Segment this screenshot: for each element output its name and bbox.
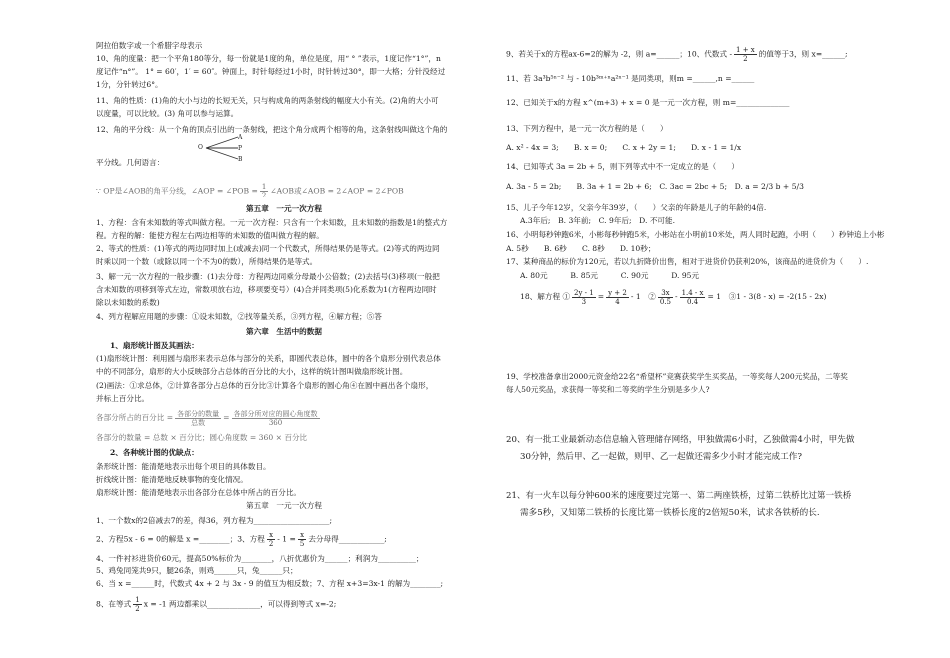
question-21-cont: 需多5秒，又知第二铁桥的长度比第一铁桥长度的2倍短50米，试求各铁桥的长. [520,508,820,518]
question-15: 15、儿子今年12岁，父亲今年39岁，（ ）父亲的年龄是儿子的年龄的4倍. [506,203,767,212]
text-line: 时乘以同一个数（或除以同一个不为0的数），所得结果仍是等式。 [96,257,318,266]
question-1: 1、一个数x的2倍减去7的差，得36，列方程为____________________; [96,516,333,525]
figure-label-p: P [238,145,243,152]
text-line: 折线统计图：能清楚地反映事物的变化情况。 [96,475,248,484]
chapter-title: 第六章 生活中的数据 [246,327,322,336]
text-line: 12、角的平分线：从一个角的顶点引出的一条射线，把这个角分成两个相等的角，这条射线叫做这个角的 [96,125,448,134]
bisector-formula: ∵ OP是∠AOB的角平分线，∠AOP = ∠POB = $\frac{1}{2}$ ∠AOB或∠AOB = 2∠AOP = 2∠POB [96,183,404,197]
question-19-cont: 每人50元奖品，求获得一等奖和二等奖的学生分别是多少人? [506,385,710,394]
text-line: 扇形统计图：能清楚地表示出各部分在总体中所占的百分比。 [96,488,302,497]
text-line: 1、方程：含有未知数的等式叫做方程。一元一次方程：只含有一个未知数，且未知数的指数是1的整式方 [96,218,448,227]
question-16-options: A. 5秒 B. 6秒 C. 8秒 D. 10秒； [506,244,656,253]
question-13-options: A. x² - 4x = 3; B. x = 0; C. x + 2y = 1; D. x - 1 = 1/x [506,143,742,152]
text-line: 4、列方程解应用题的步骤：①设未知数，②找等量关系，③列方程，④解方程；⑤答 [96,312,382,321]
question-6-7: 6、当 x =______时，代数式 4x + 2 与 3x - 9 的值互为相反数；7、方程 x+3=3x-1 的解为________; [96,579,444,588]
question-16: 16、小明每秒钟跑6米，小彬每秒钟跑5米，小彬站在小明前10米处，两人同时起跑，小明（ ）秒钟追上小彬 [506,230,885,239]
percentage-formula: 各部分所占的百分比 = $\frac{\text{各部分的数量}}{\text{总数}}$ = $\frac{\text{各部分所对应的圆心角度数}}{360}$ [96,409,318,427]
text-line: (1)扇形统计图：利用圆与扇形来表示总体与部分的关系，即圆代表总体，圆中的各个扇形分别代表总体 [96,354,441,363]
text-line: 除以未知数的系数) [96,298,160,307]
text-line: 平分线。几何语言： [96,158,165,167]
figure-label-o: O [198,144,203,151]
question-9-10: 9、若关于x的方程ax-6=2的解为 -2，则 a=______；10、代数式 - $\frac{1 + x}{2}$ 的值等于3，则 x=______; [506,46,848,62]
question-17: 17、某种商品的标价为120元，若以九折降价出售，相对于进货价仍获利20%，该商品的进货价为（ ）. [506,257,869,266]
text-line: 11、角的性质：(1)角的大小与边的长短无关，只与构成角的两条射线的幅度大小有关。(2)角的大小可 [96,96,439,105]
text-line: 阿拉伯数字或一个希腊字母表示 [96,41,203,50]
text-line: 含未知数的项移到等式左边，常数项放右边，移项要变号）(4)合并同类项(5)化系数为1(方程两边同时 [96,285,437,294]
question-4: 4、一件衬衫进货价60元，提高50%标价为________，八折优惠价为______；利润为__________； [96,554,424,563]
question-14-options: A. 3a - 5 = 2b; B. 3a + 1 = 2b + 6; C. 3ac = 2bc + 5; D. a = 2/3 b + 5/3 [506,182,804,191]
question-11: 11、若 3a³b⁵ⁿ⁻² 与 - 10b³ᵐ⁺ⁿa²ⁿ⁻¹ 是同类项，则m =______,n =______ [506,74,755,83]
figure-label-a: A [238,134,243,141]
text-line: 度记作“n°”。 1° = 60′，1′ = 60″。钟面上，时针每经过1小时，时针转过30°，即一大格；分针没经过 [96,67,446,76]
question-17-options: A. 80元 B. 85元 C. 90元 D. 95元 [520,271,700,280]
text-line: 3、解一元一次方程的一般步骤：(1)去分母：方程两边同乘分母最小公倍数；(2)去括号(3)移项(一般把 [96,272,440,281]
question-20-cont: 30分钟，然后甲、乙一起做，则甲、乙一起做还需多少小时才能完成工作? [520,452,802,462]
question-8: 8、在等式 $\frac{1}{2}$ x = -1 两边都乘以______________，可以得到等式 x=-2; [96,596,337,612]
question-5: 5、鸡兔同笼共9只，腿26条，则鸡______只，兔______只； [96,566,298,575]
text-line: 并标上百分比。 [96,394,150,403]
question-18: 18、解方程 ① $\frac{2y - 1}{3}$ = $\frac{y + 2}{4}$ - 1 ② $\frac{3x}{0.5}$ - $\frac{1.4 - x}{0.4}$ = 1 ③1 - 3(8 - x) = -2(15 - 2x) [520,288,827,306]
question-12: 12、已知关于x的方程 x^(m+3) + x = 0 是一元一次方程，则 m=______________ [506,98,790,107]
text-line: 2、等式的性质：(1)等式的两边同时加上(或减去)同一个代数式，所得结果仍是等式。(2)等式的两边同 [96,244,440,253]
text-line: 以度量，可以比较。(3) 角可以参与运算。 [96,109,239,118]
question-19: 19、学校准备拿出2000元资金给22名“希望杯”竞赛获奖学生买奖品，一等奖每人200元奖品，二等奖 [506,372,848,381]
question-2-3: 2、方程5x - 6 = 0的解是 x =________；3、方程 $\frac{x}{2}$ - 1 = $\frac{x}{5}$ 去分母得____________; [96,531,387,547]
text-line: 10、角的度量：把一个平角180等分，每一份就是1度的角，单位是度，用“ ° ”表示，1度记作“1°”，n [96,54,441,63]
text-line: 程。方程的解：能使方程左右两边相等的未知数的值叫做方程的解。 [96,231,324,240]
text-line: 条形统计图：能清楚地表示出每个项目的具体数目。 [96,462,271,471]
question-13: 13、下列方程中，是一元一次方程的是（ ） [506,124,668,133]
section-heading: 1、扇形统计图及其画法： [110,341,199,350]
figure-label-b: B [238,156,243,163]
question-15-options: A.3年后; B. 3年前; C. 9年后; D. 不可能. [520,216,676,225]
question-14: 14、已知等式 3a = 2b + 5，则下列等式中不一定成立的是（ ） [506,162,739,171]
text-line: 1分，分针转过6°。 [96,80,163,89]
chapter-title: 第五章 一元一次方程 [246,204,322,213]
chapter-title: 第五章 一元一次方程 [246,501,322,510]
question-21: 21、有一火车以每分钟600米的速度要过完第一、第二两座铁桥，过第二铁桥比过第一铁桥 [506,491,852,501]
question-20: 20、有一批工业最新动态信息输入管理储存网络，甲独做需6小时，乙独做需4小时，甲先做 [506,435,855,445]
text-line: 中的不同部分，扇形的大小反映部分占总体的百分比的大小，这样的统计图叫做扇形统计图。 [96,367,408,376]
section-heading: 2、各种统计图的优缺点： [110,448,199,457]
text-line: (2)画法：①求总体，②计算各部分占总体的百分比③计算各个扇形的圆心角④在圆中画出各个扇形， [96,381,434,390]
quantity-formula: 各部分的数量 = 总数 × 百分比；圆心角度数 = 360 × 百分比 [96,433,308,442]
